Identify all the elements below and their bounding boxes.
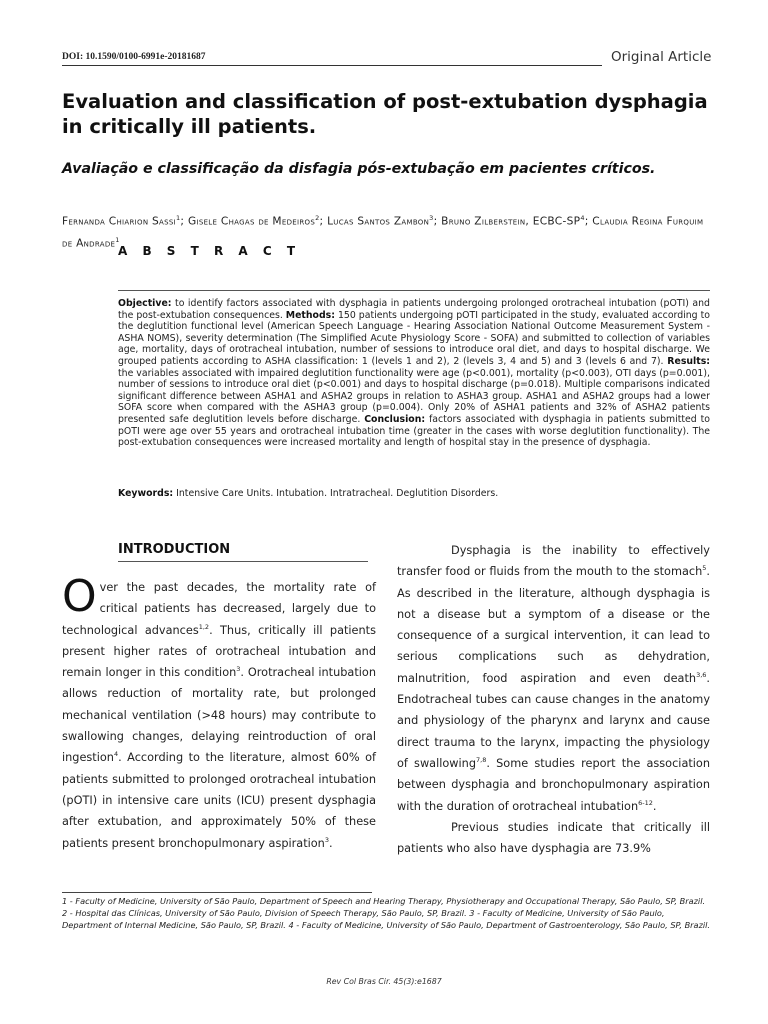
abstract-objective-label: Objective: — [118, 298, 172, 309]
abstract-conclusion: factors associated with dysphagia in patients submitted to pOTI were age over 55 years and orotracheal intubation time (greater in the cases with worse deglutition functionality). The post-extubation consequences were increased mortality and length of hospital stay in the presence of dysphagia. — [118, 413, 710, 449]
text-run: . Some studies report the association between dysphagia and bronchopulmonary aspiration with the duration of orotracheal intubation — [397, 756, 710, 813]
introduction-rule — [118, 561, 368, 562]
journal-citation: Rev Col Bras Cir. 45(3):e1687 — [326, 977, 442, 986]
abstract-methods-label: Methods: — [285, 309, 335, 321]
author-affiliation: 2 — [315, 214, 320, 222]
text-run: . Orotracheal intubation allows reduction of mortality rate, but prolonged mechanical ventilation (>48 hours) may contribute to swallowing changes, delaying reintroduction of oral ingestion — [62, 666, 376, 765]
citation-superscript: 3,6 — [696, 671, 707, 680]
abstract-text — [118, 298, 710, 449]
author-separator: ; — [180, 215, 188, 228]
text-run: . — [329, 836, 333, 850]
abstract-heading: A B S T R A C T — [118, 244, 301, 258]
author-separator: ; — [584, 215, 593, 228]
abstract-results-label: Results: — [667, 355, 710, 367]
text-run: . Thus, critically ill patients present higher rates of orotracheal intubation and remain longer in this condition — [62, 623, 376, 680]
author-affiliation: 1 — [175, 214, 181, 222]
text-run: . As described in the literature, although dysphagia is not a disease but a symptom of a disease or the consequence of a surgical intervention, it can lead to serious complications such as dehydration, malnutrition, food aspiration and even death — [397, 565, 710, 685]
citation-superscript: 1,2 — [198, 622, 210, 631]
author-name: Bruno Zilberstein, ECBC-SP — [441, 215, 581, 228]
author-name: Lucas Santos Zambon — [327, 215, 430, 228]
text-run: Previous studies indicate that critically ill patients who also have dysphagia are 73.9% — [397, 820, 710, 856]
text-run: . According to the literature, almost 60% of patients submitted to prolonged orotracheal intubation (pOTI) in intensive care units (ICU) present dysphagia after extubation, and approximately 50% of these patients present bronchopulmonary aspiration — [62, 751, 376, 850]
citation-superscript: 3 — [324, 835, 329, 844]
author-name: Fernanda Chiarion Sassi — [62, 215, 176, 228]
article-title: Evaluation and classification of post-extubation dysphagia in critically ill patients. — [62, 90, 708, 138]
text-run: . — [652, 799, 657, 813]
keywords — [118, 488, 710, 500]
text-run: . Endotracheal tubes can cause changes in the anatomy and physiology of the pharynx and larynx and cause direct trauma to the larynx, impacting the physiology of swallowing — [397, 671, 710, 770]
keywords-text: Intensive Care Units. Intubation. Intratracheal. Deglutition Disorders. — [173, 488, 499, 499]
citation-superscript: 5 — [702, 564, 707, 573]
citation-superscript: 4 — [113, 750, 119, 759]
introduction-heading: INTRODUCTION — [118, 542, 231, 557]
citation-superscript: 6-12 — [638, 798, 653, 807]
author-separator: ; — [433, 215, 442, 228]
body-column-left — [62, 571, 376, 854]
abstract-results: the variables associated with impaired deglutition functionality were age (p<0.001), mortality (p<0.003), OTI days (p=0.001), number of sessions to introduce oral diet (p<0.001) and days to hospital discharge (p=0.018). Multiple comparisons indicated significant difference between ASHA1 and ASHA2 groups in relation to ASHA3 group. ASHA1 and ASHA2 groups had a lower SOFA score when compared with the ASHA3 group (p=0.004). Only 20% of ASHA1 patients and 32% of ASHA2 patients presented safe deglutition levels before discharge. — [118, 367, 710, 425]
footnote-rule — [62, 892, 372, 893]
abstract-rule — [118, 290, 710, 291]
body-column-right — [397, 540, 710, 859]
text-run: Dysphagia is the inability to effectively transfer food or fluids from the mouth to the stomach — [397, 544, 710, 579]
body-paragraph — [397, 540, 710, 817]
affiliations-footnote: 1 - Faculty of Medicine, University of São Paulo, Department of Speech and Hearing Therapy, Physiotherapy and Occupational Therapy, São Paulo, SP, Brazil. 2 - Hospital das Clínicas, University of São Paulo, Division of Speech Therapy, São Paulo, SP, Brazil. 3 - Faculty of Medicine, University of São Paulo, Department of Internal Medicine, São Paulo, SP, Brazil. 4 - Faculty of Medicine, University of São Paulo, Department of Gastroenterology, São Paulo, SP, Brazil. — [62, 896, 711, 931]
doi-text: DOI: 10.1590/0100-6991e-20181687 — [62, 52, 206, 62]
article-type-label: Original Article — [611, 49, 712, 65]
drop-cap: O — [62, 571, 97, 622]
introduction-paragraph — [62, 571, 376, 854]
author-name: Gisele Chagas de Medeiros — [187, 215, 316, 228]
header-rule — [62, 65, 602, 66]
keywords-label: Keywords: — [118, 488, 174, 499]
author-affiliation: 4 — [580, 214, 585, 222]
author-affiliation: 1 — [115, 235, 120, 244]
abstract-methods: 150 patients undergoing pOTI participated in the study, evaluated according to the deglutition functional level (American Speech Language - Hearing Association National Outcome Measurement System - ASHA NOMS), severity determination (The Simplified Acute Physiology Score - SOFA) and submitted to collection of variables age, mortality, days of orotracheal intubation, number of sessions to introduce oral diet, and days to hospital discharge. We grouped patients according to ASHA classification: 1 (levels 1 and 2), 2 (levels 3, 4 and 5) and 3 (levels 6 and 7). — [118, 309, 710, 367]
author-name: Claudia Regina Furquim de Andrade — [62, 215, 704, 250]
citation-superscript: 3 — [236, 665, 241, 674]
abstract-objective: to identify factors associated with dysphagia in patients undergoing prolonged orotracheal intubation (pOTI) and the post-extubation consequences. — [118, 298, 710, 321]
author-separator: ; — [319, 215, 328, 228]
abstract-conclusion-label: Conclusion: — [364, 413, 426, 425]
author-affiliation: 3 — [429, 214, 434, 222]
article-title-portuguese: Avaliação e classificação da disfagia pós-extubação em pacientes críticos. — [62, 161, 656, 177]
body-paragraph — [397, 817, 710, 860]
text-run: ver the past decades, the mortality rate of critical patients has decreased, largely due to technological advances — [62, 581, 376, 637]
citation-superscript: 7,8 — [476, 756, 487, 765]
